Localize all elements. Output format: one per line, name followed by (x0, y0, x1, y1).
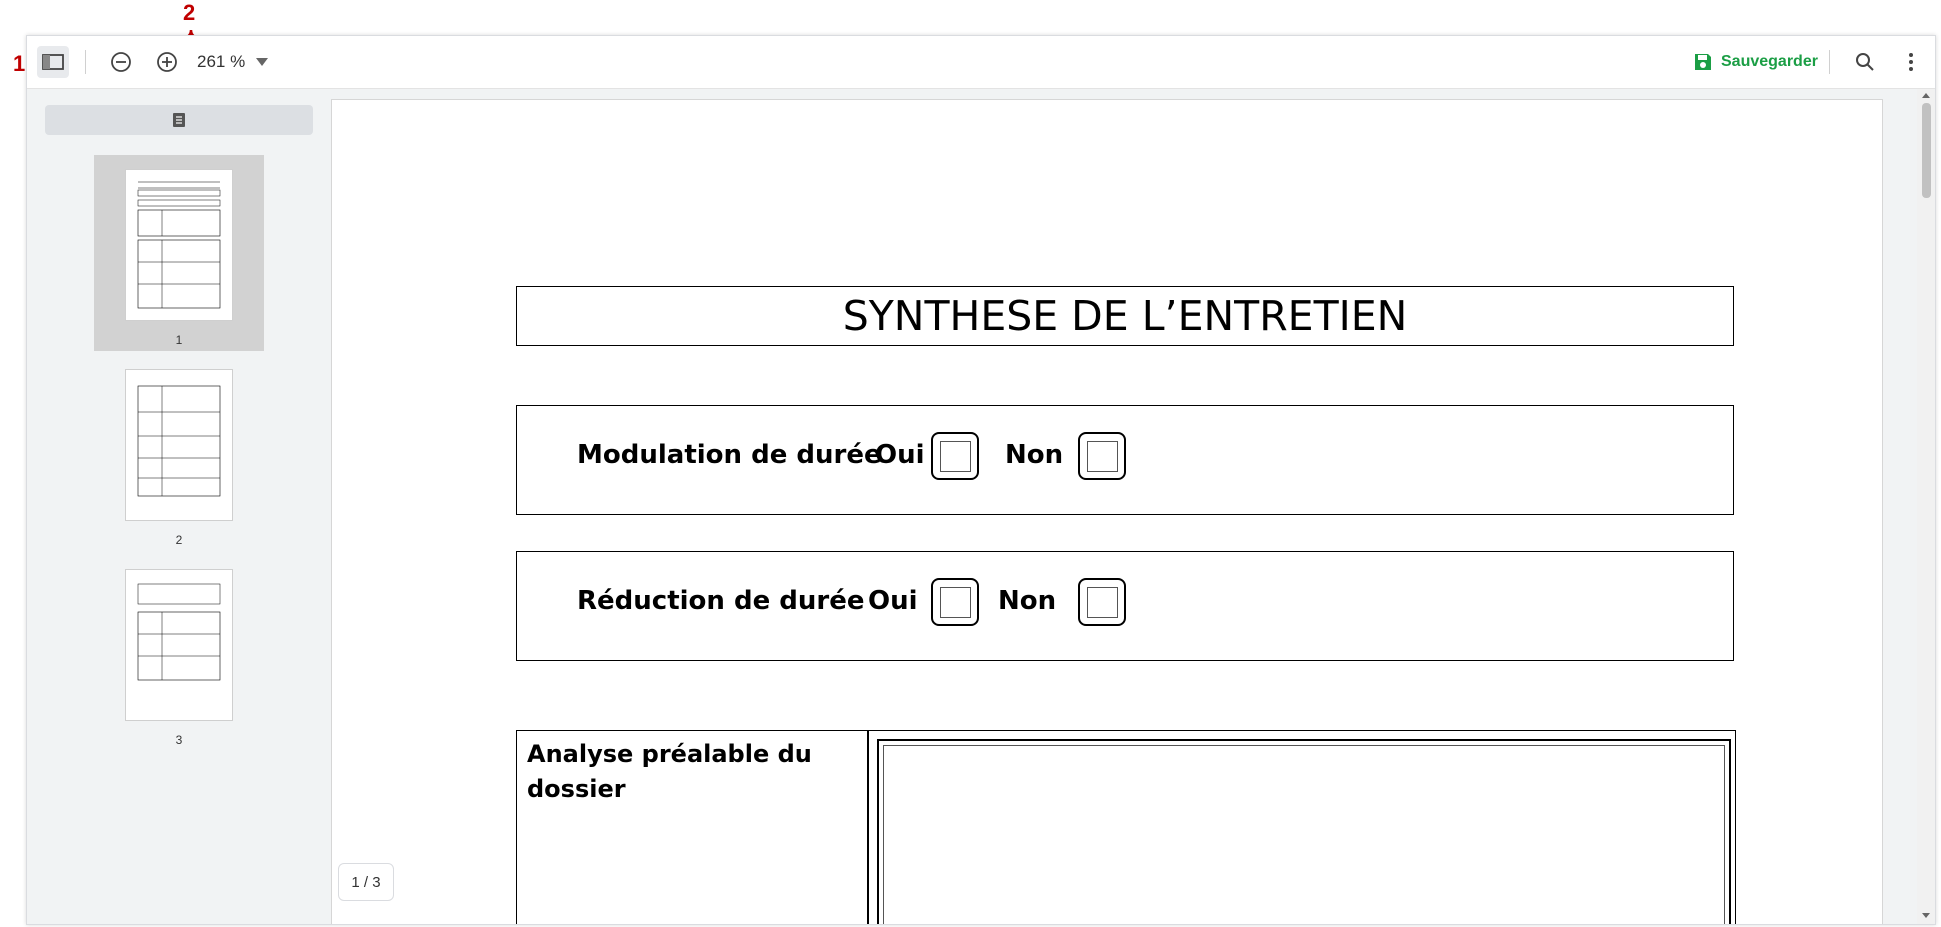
sidebar-toggle-icon (42, 53, 64, 71)
reduction-label: Réduction de durée (577, 586, 865, 616)
modulation-oui-checkbox[interactable] (931, 432, 979, 480)
thumbnail-image (125, 169, 233, 321)
pdf-viewer-window (26, 35, 1936, 925)
page-thumbnail-3[interactable] (94, 555, 264, 751)
document-viewport[interactable] (327, 89, 1917, 924)
save-icon (1693, 52, 1713, 72)
scroll-down-arrow-icon[interactable] (1922, 913, 1930, 918)
zoom-in-button[interactable] (151, 46, 183, 78)
page-indicator: 1 / 3 (338, 863, 394, 901)
toolbar-separator (85, 50, 86, 74)
pdf-page (331, 99, 1883, 924)
zoom-level-input[interactable]: 261 % (197, 52, 246, 71)
thumbnail-image (125, 369, 233, 521)
sidebar-toggle-button[interactable] (37, 46, 69, 78)
analyse-text-field[interactable] (877, 739, 1731, 924)
save-button[interactable] (1693, 46, 1818, 78)
page-thumbnail-2[interactable] (94, 355, 264, 551)
page-thumbnail-1[interactable] (94, 155, 264, 351)
thumbnail-image (125, 569, 233, 721)
zoom-out-button[interactable] (105, 46, 137, 78)
thumbnail-sidebar (27, 89, 327, 924)
scroll-up-arrow-icon[interactable] (1922, 93, 1930, 98)
thumbnail-label: 2 (175, 533, 183, 547)
reduction-row (516, 551, 1734, 661)
dropdown-arrow-icon (256, 58, 268, 66)
modulation-row (516, 405, 1734, 515)
document-outline-button[interactable] (45, 105, 313, 135)
analyse-table (516, 730, 1736, 924)
zoom-in-icon (155, 50, 179, 74)
more-vert-icon (1908, 52, 1914, 72)
table-divider (867, 731, 869, 924)
vertical-scrollbar[interactable] (1917, 89, 1935, 924)
more-options-button[interactable] (1895, 46, 1927, 78)
zoom-out-icon (109, 50, 133, 74)
scrollbar-thumb[interactable] (1922, 103, 1931, 198)
thumbnail-label: 1 (175, 333, 183, 347)
reduction-oui-checkbox[interactable] (931, 578, 979, 626)
modulation-non-label: Non (1005, 440, 1064, 470)
toolbar-separator (1829, 50, 1830, 74)
modulation-label: Modulation de durée (577, 440, 882, 470)
modulation-oui-label: Oui (875, 440, 925, 470)
search-icon (1855, 52, 1875, 72)
thumbnail-label: 3 (175, 733, 183, 747)
analyse-label: Analyse préalable du dossier (527, 740, 812, 803)
search-button[interactable] (1849, 46, 1881, 78)
toolbar (27, 36, 1935, 89)
reduction-non-checkbox[interactable] (1078, 578, 1126, 626)
reduction-oui-label: Oui (868, 586, 918, 616)
annotation-2: 2 (183, 0, 196, 25)
document-title: SYNTHESE DE L’ENTRETIEN (516, 286, 1734, 346)
reduction-non-label: Non (998, 586, 1057, 616)
zoom-dropdown-button[interactable] (253, 52, 271, 72)
annotation-1: 1 (13, 51, 26, 76)
save-label: Sauvegarder (1721, 53, 1818, 70)
modulation-non-checkbox[interactable] (1078, 432, 1126, 480)
outline-icon (172, 112, 186, 128)
